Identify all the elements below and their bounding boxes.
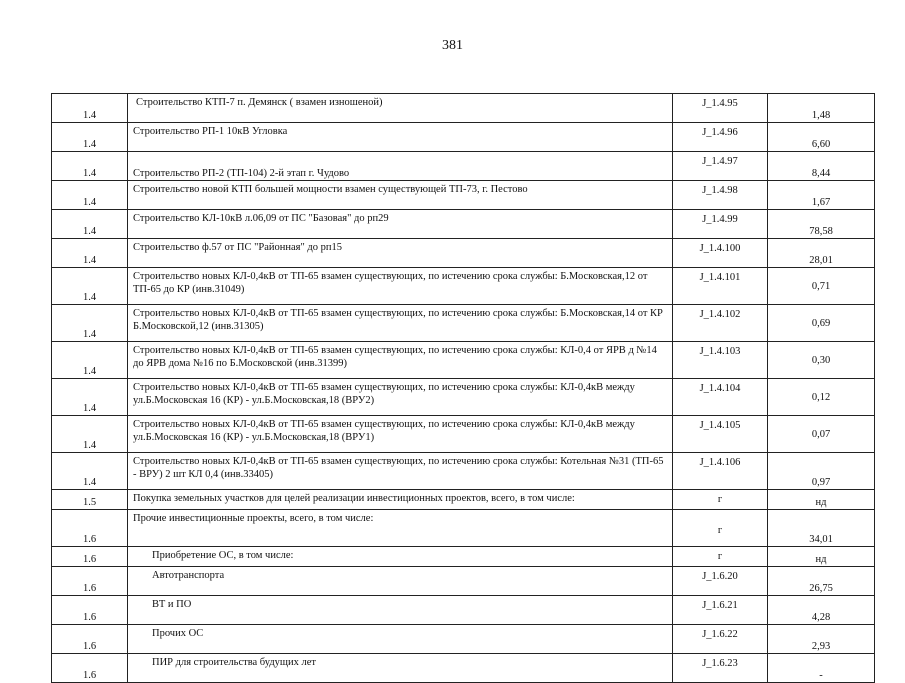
row-value: -	[768, 654, 875, 683]
row-name: Прочих ОС	[128, 625, 673, 654]
row-code: J_1.4.97	[673, 152, 768, 181]
row-value: нд	[768, 490, 875, 510]
table-row	[52, 416, 875, 453]
row-name: Строительство новых КЛ-0,4кВ от ТП-65 взамен существующих, по истечению срока службы: Б.Московская,14 от КР Б.Московской,12 (инв.31305)	[128, 305, 673, 342]
row-number: 1.4	[52, 416, 128, 453]
table-row	[52, 342, 875, 379]
row-name: Строительство ф.57 от ПС "Районная" до рп15	[128, 239, 673, 268]
table-row	[52, 94, 875, 123]
row-name: Прочие инвестиционные проекты, всего, в том числе:	[128, 510, 673, 547]
table-row	[52, 123, 875, 152]
page-number: 381	[442, 38, 463, 53]
row-number: 1.4	[52, 181, 128, 210]
row-name: Строительство новых КЛ-0,4кВ от ТП-65 взамен существующих, по истечению срока службы: КЛ-0,4 от ЯРВ д №14 до ЯРВ дома №16 по Б.Московской (инв.31399)	[128, 342, 673, 379]
row-number: 1.4	[52, 342, 128, 379]
row-code: J_1.6.22	[673, 625, 768, 654]
row-number: 1.6	[52, 654, 128, 683]
row-name: Приобретение ОС, в том числе:	[128, 547, 673, 567]
table-row	[52, 490, 875, 510]
row-code: J_1.4.100	[673, 239, 768, 268]
row-code: J_1.6.21	[673, 596, 768, 625]
row-code: J_1.6.23	[673, 654, 768, 683]
row-value: 6,60	[768, 123, 875, 152]
row-name: Строительство новых КЛ-0,4кВ от ТП-65 взамен существующих, по истечению срока службы: Б.Московская,12 от ТП-65 до КР (инв.31049)	[128, 268, 673, 305]
row-code: г	[673, 547, 768, 567]
table-row	[52, 510, 875, 547]
row-code: J_1.6.20	[673, 567, 768, 596]
row-value: 1,48	[768, 94, 875, 123]
row-code: J_1.4.102	[673, 305, 768, 342]
row-name: Строительство КЛ-10кВ л.06,09 от ПС "Базовая" до рп29	[128, 210, 673, 239]
row-number: 1.6	[52, 547, 128, 567]
row-name: Строительство новой КТП большей мощности взамен существующей ТП-73, г. Пестово	[128, 181, 673, 210]
table-row	[52, 547, 875, 567]
row-code: J_1.4.98	[673, 181, 768, 210]
row-name: Строительство новых КЛ-0,4кВ от ТП-65 взамен существующих, по истечению срока службы: Котельная №31 (ТП-65 - ВРУ) 2 шт КЛ 0,4 (инв.33405)	[128, 453, 673, 490]
row-name: ВТ и ПО	[128, 596, 673, 625]
row-value: 0,07	[768, 416, 875, 453]
row-code: J_1.4.95	[673, 94, 768, 123]
row-code: J_1.4.106	[673, 453, 768, 490]
row-number: 1.6	[52, 510, 128, 547]
row-value: 0,69	[768, 305, 875, 342]
row-number: 1.4	[52, 305, 128, 342]
row-name: Строительство новых КЛ-0,4кВ от ТП-65 взамен существующих, по истечению срока службы: КЛ-0,4кВ между ул.Б.Московская 16 (КР) - ул.Б.Московская,18 (ВРУ1)	[128, 416, 673, 453]
table-row	[52, 152, 875, 181]
row-code: J_1.4.96	[673, 123, 768, 152]
row-number: 1.4	[52, 94, 128, 123]
row-number: 1.4	[52, 379, 128, 416]
row-name: Строительство РП-2 (ТП-104) 2-й этап г. Чудово	[128, 152, 673, 181]
table-row	[52, 596, 875, 625]
row-value: 8,44	[768, 152, 875, 181]
row-code: J_1.4.105	[673, 416, 768, 453]
row-name: ПИР для строительства будущих лет	[128, 654, 673, 683]
row-value: 28,01	[768, 239, 875, 268]
row-name: Покупка земельных участков для целей реализации инвестиционных проектов, всего, в том числе:	[128, 490, 673, 510]
row-code: г	[673, 490, 768, 510]
row-value: 4,28	[768, 596, 875, 625]
row-value: 26,75	[768, 567, 875, 596]
row-value: 0,97	[768, 453, 875, 490]
row-value: 0,71	[768, 268, 875, 305]
row-code: J_1.4.101	[673, 268, 768, 305]
row-name: Строительство РП-1 10кВ Угловка	[128, 123, 673, 152]
row-value: 2,93	[768, 625, 875, 654]
table-row	[52, 239, 875, 268]
row-code: J_1.4.99	[673, 210, 768, 239]
row-number: 1.6	[52, 567, 128, 596]
row-number: 1.5	[52, 490, 128, 510]
table-row	[52, 453, 875, 490]
row-number: 1.4	[52, 453, 128, 490]
row-value: 78,58	[768, 210, 875, 239]
table-row	[52, 567, 875, 596]
row-value: 34,01	[768, 510, 875, 547]
row-code: J_1.4.103	[673, 342, 768, 379]
row-number: 1.4	[52, 123, 128, 152]
row-number: 1.6	[52, 625, 128, 654]
row-number: 1.4	[52, 239, 128, 268]
row-name: Строительство новых КЛ-0,4кВ от ТП-65 взамен существующих, по истечению срока службы: КЛ-0,4кВ между ул.Б.Московская 16 (КР) - ул.Б.Московская,18 (ВРУ2)	[128, 379, 673, 416]
row-number: 1.4	[52, 268, 128, 305]
table-row	[52, 654, 875, 683]
table-row	[52, 379, 875, 416]
row-value: нд	[768, 547, 875, 567]
row-code: J_1.4.104	[673, 379, 768, 416]
row-value: 1,67	[768, 181, 875, 210]
table-row	[52, 305, 875, 342]
table-row	[52, 268, 875, 305]
row-number: 1.6	[52, 596, 128, 625]
investment-table	[51, 93, 875, 683]
table-row	[52, 181, 875, 210]
row-number: 1.4	[52, 152, 128, 181]
row-name: Автотранспорта	[128, 567, 673, 596]
row-name-text: Строительство КТП-7 п. Демянск ( взамен изношеной)	[136, 97, 383, 108]
row-name	[128, 94, 673, 123]
table-row	[52, 625, 875, 654]
row-value: 0,30	[768, 342, 875, 379]
table-row	[52, 210, 875, 239]
row-number: 1.4	[52, 210, 128, 239]
row-value: 0,12	[768, 379, 875, 416]
row-code: г	[673, 510, 768, 547]
